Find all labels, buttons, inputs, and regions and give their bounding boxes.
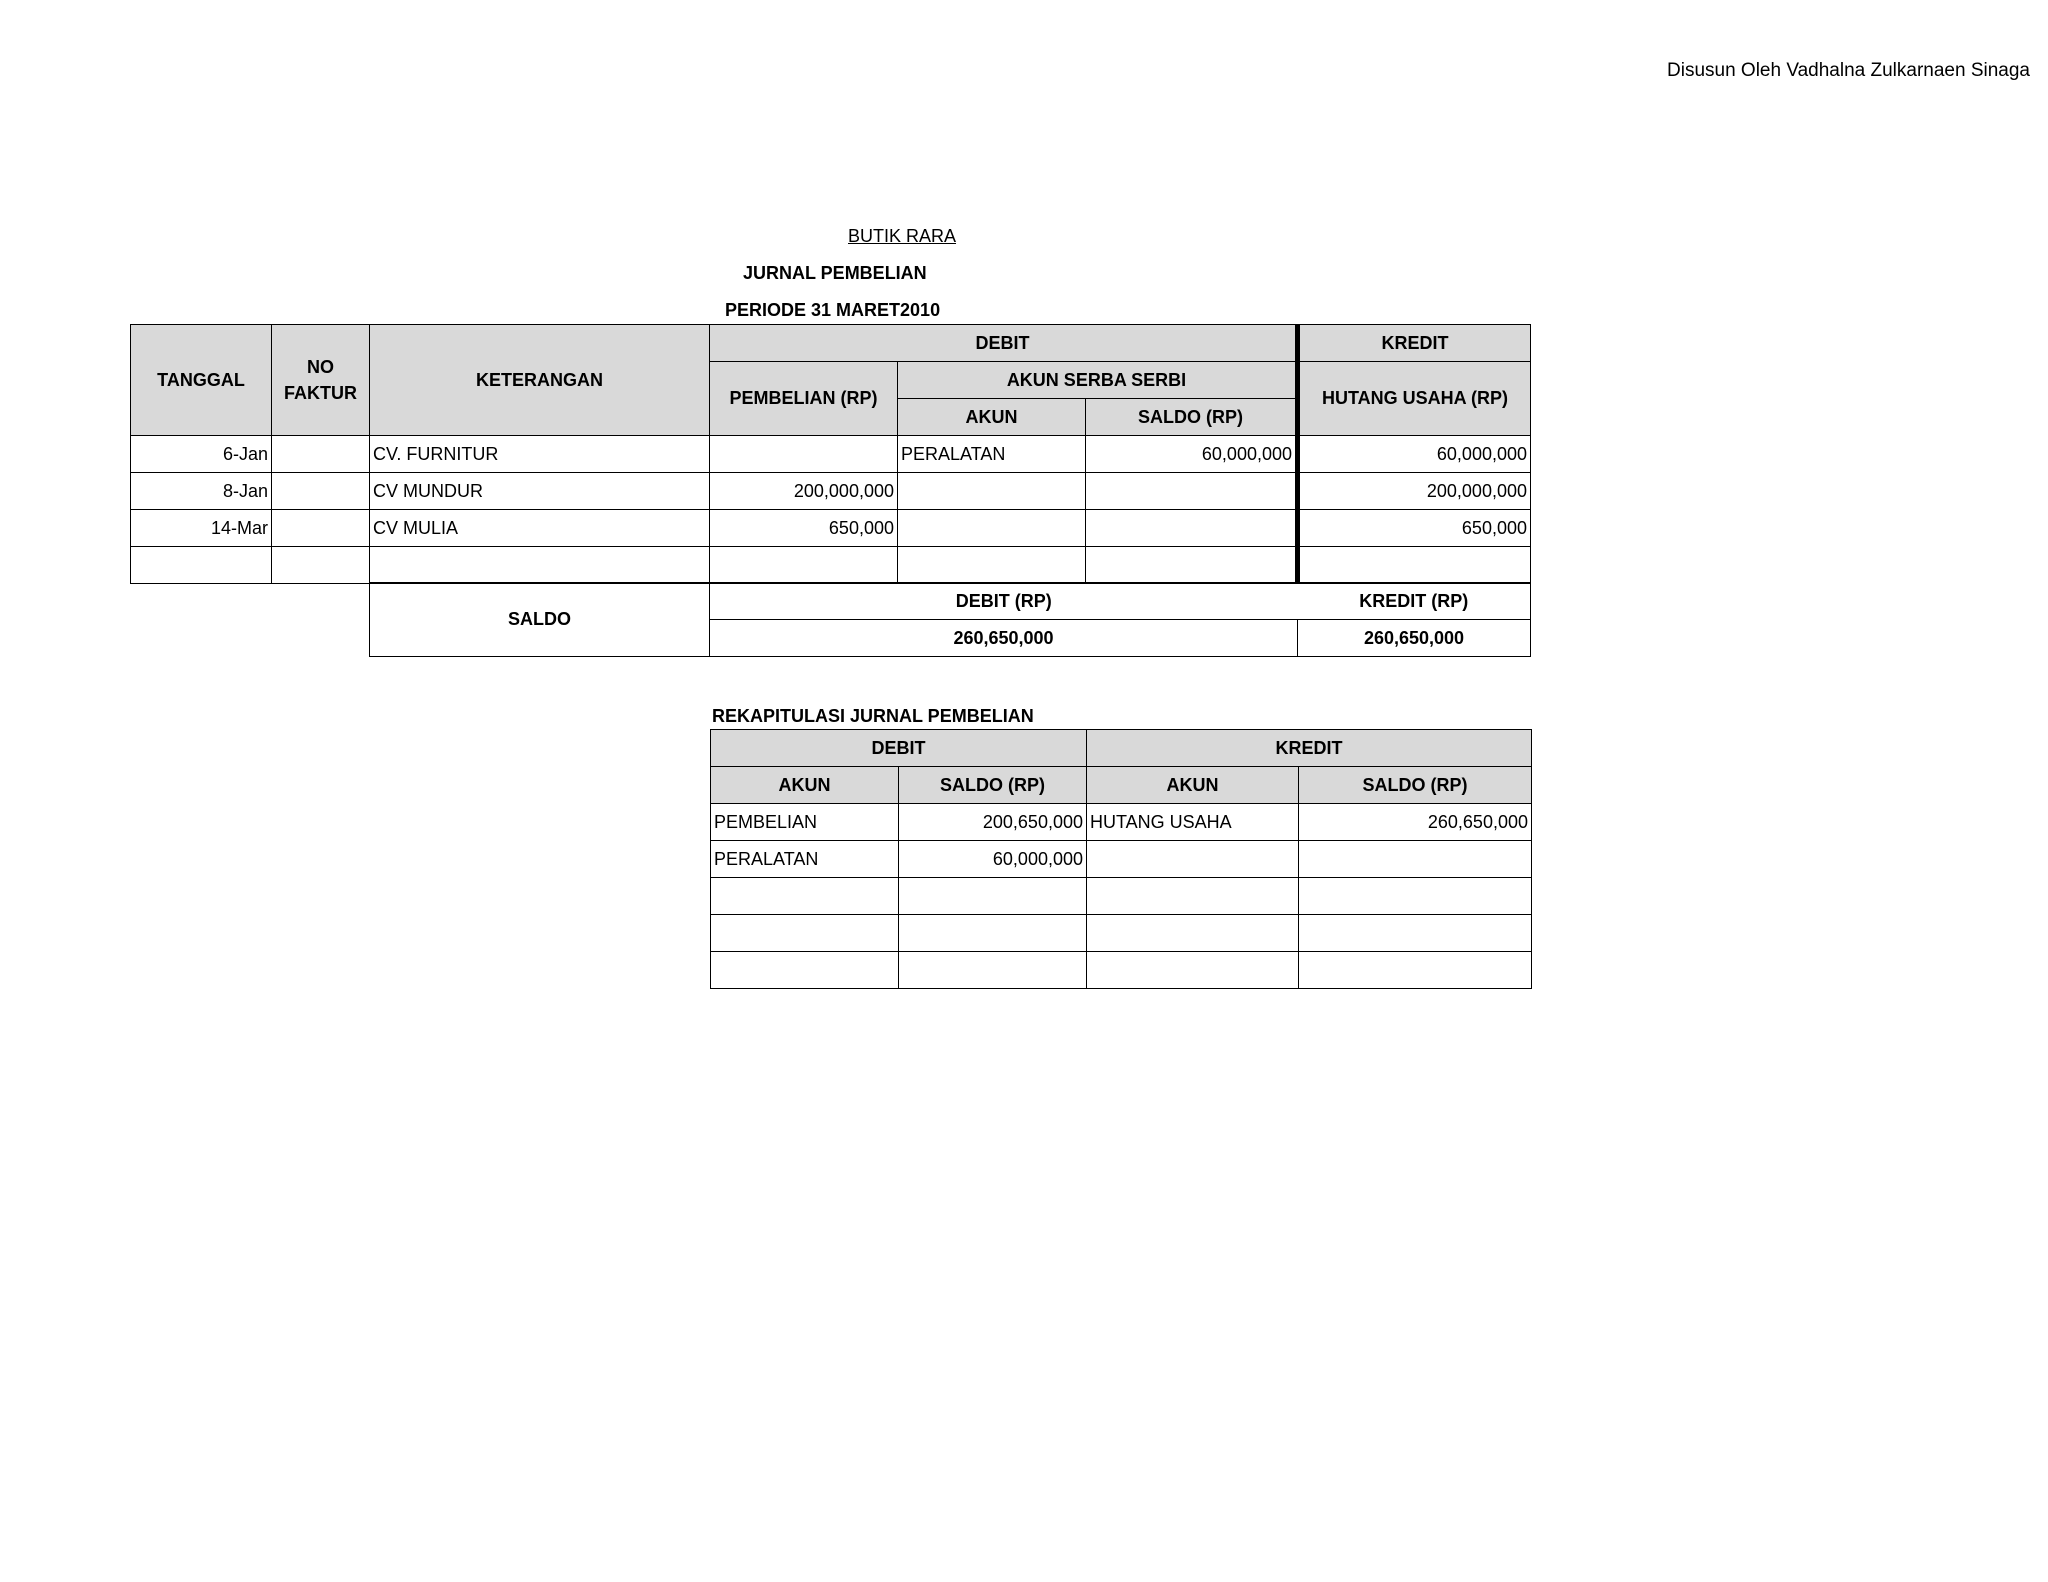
table-row [711, 952, 1532, 989]
cell-debit-saldo: 200,650,000 [899, 804, 1087, 841]
cell-no-faktur [272, 436, 370, 473]
cell-saldo [1086, 510, 1298, 547]
cell-debit-saldo [899, 878, 1087, 915]
header-keterangan: KETERANGAN [370, 325, 710, 436]
header-kredit: KREDIT [1298, 325, 1531, 362]
table-row [131, 436, 1531, 473]
header-saldo: SALDO (RP) [1086, 399, 1298, 436]
header-pembelian: PEMBELIAN (RP) [710, 362, 898, 436]
rekap-header-debit-saldo: SALDO (RP) [899, 767, 1087, 804]
cell-hutang: 650,000 [1298, 510, 1531, 547]
cell-no-faktur [272, 473, 370, 510]
cell-kredit-akun [1087, 952, 1299, 989]
cell-saldo [1086, 547, 1298, 584]
cell-kredit-akun: HUTANG USAHA [1087, 804, 1299, 841]
cell-hutang [1298, 547, 1531, 584]
table-row [711, 915, 1532, 952]
rekap-header-kredit-akun: AKUN [1087, 767, 1299, 804]
cell-keterangan: CV. FURNITUR [370, 436, 710, 473]
journal-table [130, 324, 1531, 584]
cell-debit-akun: PERALATAN [711, 841, 899, 878]
company-name: BUTIK RARA [848, 226, 957, 246]
rekap-title: REKAPITULASI JURNAL PEMBELIAN [712, 706, 1034, 726]
cell-kredit-saldo [1299, 841, 1532, 878]
table-row [711, 804, 1532, 841]
cell-kredit-akun [1087, 878, 1299, 915]
cell-no-faktur [272, 547, 370, 584]
cell-pembelian [710, 547, 898, 584]
header-no-faktur: NO FAKTUR [272, 325, 370, 436]
saldo-label: SALDO [370, 583, 710, 657]
table-row [131, 473, 1531, 510]
cell-no-faktur [272, 510, 370, 547]
cell-debit-akun [711, 878, 899, 915]
cell-kredit-saldo [1299, 952, 1532, 989]
table-row [711, 841, 1532, 878]
saldo-table [369, 582, 1531, 657]
rekap-header-debit-akun: AKUN [711, 767, 899, 804]
cell-akun [898, 547, 1086, 584]
journal-title: JURNAL PEMBELIAN [743, 263, 927, 283]
cell-tanggal: 6-Jan [131, 436, 272, 473]
table-row [131, 510, 1531, 547]
cell-kredit-saldo [1299, 915, 1532, 952]
cell-saldo: 60,000,000 [1086, 436, 1298, 473]
cell-tanggal: 14-Mar [131, 510, 272, 547]
header-debit: DEBIT [710, 325, 1298, 362]
cell-akun: PERALATAN [898, 436, 1086, 473]
cell-keterangan [370, 547, 710, 584]
cell-kredit-akun [1087, 915, 1299, 952]
cell-debit-akun: PEMBELIAN [711, 804, 899, 841]
saldo-kredit-value: 260,650,000 [1298, 620, 1531, 657]
header-hutang-usaha: HUTANG USAHA (RP) [1298, 362, 1531, 436]
journal-period: PERIODE 31 MARET2010 [725, 300, 941, 320]
cell-kredit-akun [1087, 841, 1299, 878]
rekap-header-debit: DEBIT [711, 730, 1087, 767]
cell-tanggal: 8-Jan [131, 473, 272, 510]
cell-debit-akun [711, 952, 899, 989]
cell-saldo [1086, 473, 1298, 510]
header-akun: AKUN [898, 399, 1086, 436]
cell-pembelian: 650,000 [710, 510, 898, 547]
saldo-kredit-label: KREDIT (RP) [1298, 583, 1531, 620]
cell-keterangan: CV MUNDUR [370, 473, 710, 510]
cell-akun [898, 473, 1086, 510]
table-row [711, 878, 1532, 915]
cell-hutang: 200,000,000 [1298, 473, 1531, 510]
cell-kredit-saldo [1299, 878, 1532, 915]
cell-akun [898, 510, 1086, 547]
rekap-header-kredit: KREDIT [1087, 730, 1532, 767]
saldo-debit-label: DEBIT (RP) [710, 583, 1298, 620]
cell-pembelian [710, 436, 898, 473]
header-tanggal: TANGGAL [131, 325, 272, 436]
cell-hutang: 60,000,000 [1298, 436, 1531, 473]
cell-debit-saldo: 60,000,000 [899, 841, 1087, 878]
cell-debit-akun [711, 915, 899, 952]
cell-debit-saldo [899, 915, 1087, 952]
header-akun-serba-serbi: AKUN SERBA SERBI [898, 362, 1298, 399]
saldo-debit-value: 260,650,000 [710, 620, 1298, 657]
rekap-header-kredit-saldo: SALDO (RP) [1299, 767, 1532, 804]
rekap-table [710, 729, 1532, 989]
cell-kredit-saldo: 260,650,000 [1299, 804, 1532, 841]
table-row [131, 547, 1531, 584]
author-credit: Disusun Oleh Vadhalna Zulkarnaen Sinaga [1667, 60, 2030, 81]
cell-pembelian: 200,000,000 [710, 473, 898, 510]
cell-debit-saldo [899, 952, 1087, 989]
cell-keterangan: CV MULIA [370, 510, 710, 547]
cell-tanggal [131, 547, 272, 584]
